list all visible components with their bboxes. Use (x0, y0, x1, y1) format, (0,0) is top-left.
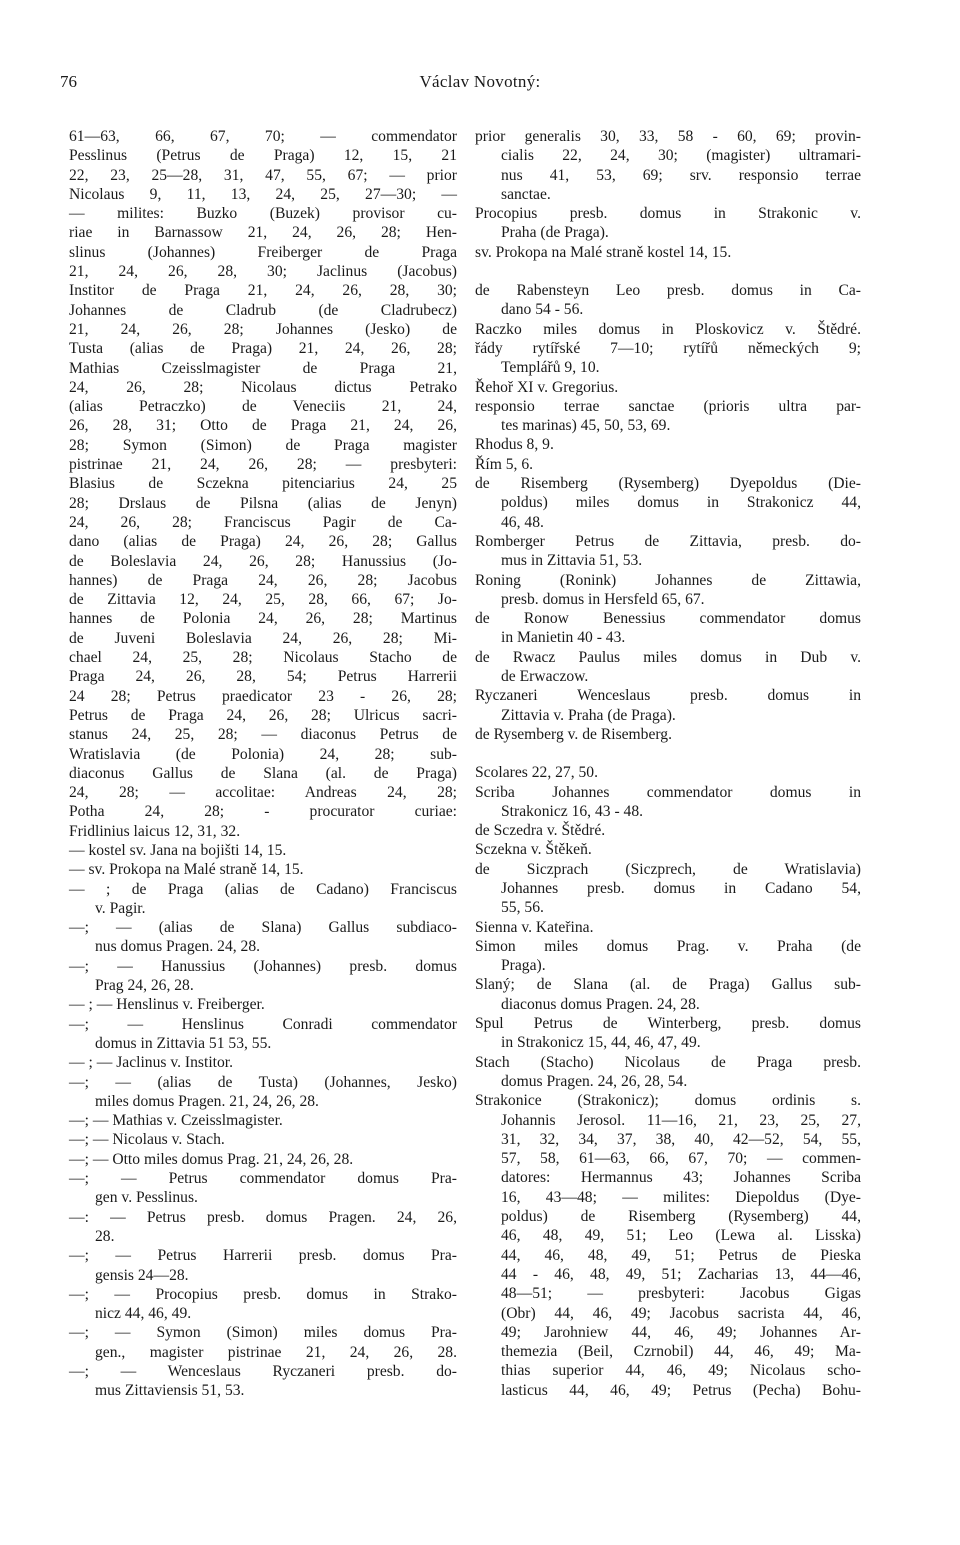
index-line: de Ronow Benessius commendator domus (475, 610, 861, 628)
index-line: Johannis Jerosol. 11—16, 21, 23, 25, 27, (501, 1111, 861, 1129)
index-line: dano (alias de Praga) 24, 26, 28; Gallus (69, 533, 457, 551)
index-line: stanus 24, 25, 28; — diaconus Petrus de (69, 726, 457, 744)
index-line: Nicolaus 9, 11, 13, 24, 25, 27—30; — (69, 185, 457, 203)
index-line: lasticus 44, 46, 49; Petrus (Pecha) Bohu- (501, 1381, 861, 1399)
index-line: hannes de Polonia 24, 26, 28; Martinus (69, 610, 457, 628)
index-line: Scolares 22, 27, 50. (475, 764, 598, 782)
index-line: prior generalis 30, 33, 58 - 60, 69; provin- (475, 128, 861, 145)
index-line: Johannes presb. domus in Cadano 54, (501, 879, 861, 897)
index-line: nicz 44, 46, 49. (95, 1305, 192, 1323)
index-line: poldus) de Risemberg (Rysemberg) 44, (501, 1208, 861, 1226)
index-line: —; — Nicolaus v. Stach. (69, 1131, 225, 1149)
index-line: de Rwacz Paulus miles domus in Dub v. (475, 648, 861, 666)
index-line: 46, 48, 49, 51; Leo (Lewa al. Lisska) (501, 1227, 861, 1245)
index-line: 61—63, 66, 67, 70; — commendator (69, 128, 457, 145)
index-line: Scriba Johannes commendator domus in (475, 783, 861, 801)
page-number: 76 (60, 72, 77, 91)
index-line: de Boleslavia 24, 26, 28; Hanussius (Jo- (69, 552, 457, 570)
index-line: responsio terrae sanctae (prioris ultra par- (475, 397, 861, 415)
index-line: — ; de Praga (alias de Cadano) Franciscus (69, 880, 457, 898)
index-line: 49; Jarohniew 44, 46, 49; Johannes Ar- (501, 1323, 861, 1341)
index-line: —; — (alias de Tusta) (Johannes, Jesko) (69, 1073, 457, 1091)
index-line: 22, 23, 25—28, 31, 47, 55, 67; — prior (69, 166, 457, 184)
index-line: sv. Prokopa na Malé straně kostel 14, 15. (475, 243, 732, 261)
index-line: 28. (95, 1227, 115, 1245)
index-line: 24, 26, 28; Franciscus Pagir de Ca- (69, 513, 457, 531)
index-line: poldus) miles domus in Strakonicz 44, (501, 494, 861, 512)
index-line: slinus (Johannes) Freiberger de Praga (69, 243, 457, 261)
index-line: sanctae. (501, 185, 551, 203)
index-line: themezia (Beil, Czrnobil) 44, 46, 49; Ma- (501, 1343, 861, 1361)
index-line: Petrus de Praga 24, 26, 28; Ulricus sacri- (69, 706, 457, 724)
index-line: Tusta (alias de Praga) 21, 24, 26, 28; (69, 340, 457, 358)
index-line: mus Zittaviensis 51, 53. (95, 1382, 245, 1400)
index-line: Sczekna v. Štěkeň. (475, 841, 592, 859)
index-line: 28; Symon (Simon) de Praga magister (69, 436, 457, 454)
index-line: —: — Petrus presb. domus Pragen. 24, 26, (69, 1208, 457, 1226)
index-line: domus Pragen. 24, 26, 28, 54. (501, 1072, 688, 1090)
index-line: gen v. Pesslinus. (95, 1189, 198, 1207)
index-line: —; — Otto miles domus Prag. 21, 24, 26, 28. (69, 1150, 354, 1168)
index-line: cialis 22, 24, 30; (magister) ultramari- (501, 147, 861, 165)
index-line: Praha (de Praga). (501, 224, 609, 242)
index-line: — kostel sv. Jana na bojišti 14, 15. (69, 841, 287, 859)
index-line: Stach (Stacho) Nicolaus de Praga presb. (475, 1053, 861, 1071)
index-line: Zittavia v. Praha (de Praga). (501, 706, 676, 724)
index-line: Slaný; de Slana (al. de Praga) Gallus sub- (475, 976, 861, 994)
index-line: Prag 24, 26, 28. (95, 977, 194, 995)
index-line: Roning (Ronink) Johannes de Zittawia, (475, 571, 861, 589)
index-line: Strakonice (Strakonicz); domus ordinis s. (475, 1092, 861, 1110)
index-line: Rhodus 8, 9. (475, 436, 554, 454)
index-line: de Zittavia 12, 24, 25, 28, 66, 67; Jo- (69, 591, 457, 609)
index-line: — sv. Prokopa na Malé straně 14, 15. (69, 861, 304, 879)
index-line: —; — Wenceslaus Ryczaneri presb. do- (69, 1363, 457, 1380)
index-line: de Siczprach (Siczprech, de Wratislavia) (475, 860, 861, 878)
index-line: Strakonicz 16, 43 - 48. (501, 802, 644, 820)
index-line: domus in Zittavia 51 53, 55. (95, 1034, 272, 1052)
index-line: mus in Zittavia 51, 53. (501, 552, 643, 570)
index-line: — ; — Jaclinus v. Institor. (69, 1054, 234, 1072)
index-line: 44, 46, 48, 49, 51; Petrus de Pieska (501, 1246, 861, 1264)
index-line: Mathias Czeisslmagister de Praga 21, (69, 359, 457, 377)
index-line: 44 - 46, 48, 49, 51; Zacharias 13, 44—46, (501, 1265, 861, 1283)
index-line: 21, 24, 26, 28; Johannes (Jesko) de (69, 320, 457, 338)
index-line: 46, 48. (501, 513, 544, 531)
index-line: —; — Henslinus Conradi commendator (69, 1015, 457, 1033)
index-line: Templářů 9, 10. (501, 359, 600, 377)
index-line: dano 54 - 56. (501, 301, 584, 319)
index-line: Wratislavia (de Polonia) 24, 28; sub- (69, 745, 457, 763)
index-line: hannes) de Praga 24, 26, 28; Jacobus (69, 571, 457, 589)
index-line: Praga). (501, 957, 546, 975)
index-line: Pesslinus (Petrus de Praga) 12, 15, 21 (69, 147, 457, 165)
index-line: Romberger Petrus de Zittavia, presb. do- (475, 532, 861, 550)
index-line: —; — Symon (Simon) miles domus Pra- (69, 1324, 457, 1342)
index-line: Raczko miles domus in Ploskovicz v. Štědré. (475, 320, 861, 338)
index-line: 16, 43—48; — milites: Diepoldus (Dye- (501, 1188, 861, 1206)
index-line: Ryczaneri Wenceslaus presb. domus in (475, 687, 861, 705)
index-line: de Risemberg (Rysemberg) Dyepoldus (Die- (475, 475, 861, 493)
index-line: 24 28; Petrus praedicator 23 - 26, 28; (69, 687, 457, 705)
index-line: chael 24, 25, 28; Nicolaus Stacho de (69, 649, 457, 667)
index-line: — milites: Buzko (Buzek) provisor cu- (69, 205, 457, 223)
index-line: de Rabensteyn Leo presb. domus in Ca- (475, 282, 861, 300)
index-line: —; — Procopius presb. domus in Strako- (69, 1285, 457, 1303)
index-line: Praga 24, 26, 28, 54; Petrus Harrerii (69, 668, 457, 686)
index-line: —; — Petrus Harrerii presb. domus Pra- (69, 1247, 457, 1265)
index-line: presb. domus in Hersfeld 65, 67. (501, 590, 705, 608)
index-line: —; — Petrus commendator domus Pra- (69, 1170, 457, 1188)
index-line: Johannes de Cladrub (de Cladrubecz) (69, 301, 457, 319)
index-line: 57, 58, 61—63, 66, 67, 70; — commen- (501, 1150, 861, 1168)
index-line: (alias Petraczko) de Veneciis 21, 24, (69, 398, 457, 416)
index-line: 31, 32, 34, 37, 38, 40, 42—52, 54, 55, (501, 1130, 861, 1148)
index-line: 55, 56. (501, 899, 544, 917)
index-line: tes marinas) 45, 50, 53, 69. (501, 417, 671, 435)
index-line: nus domus Pragen. 24, 28. (95, 938, 261, 956)
index-line: Řehoř XI v. Gregorius. (475, 378, 619, 396)
index-line: de Sczedra v. Štědré. (475, 822, 606, 840)
index-column-left (69, 127, 457, 1401)
index-line: in Manietin 40 - 43. (501, 629, 626, 647)
index-line: Institor de Praga 21, 24, 26, 28, 30; (69, 282, 457, 300)
index-line: de Juveni Boleslavia 24, 26, 28; Mi- (69, 629, 457, 647)
index-line: riae in Barnassow 21, 24, 26, 28; Hen- (69, 224, 457, 242)
index-line: de Erwaczow. (501, 668, 589, 686)
index-line: —; — Mathias v. Czeisslmagister. (69, 1112, 283, 1130)
index-line: Potha 24, 28; - procurator curiae: (69, 803, 457, 821)
index-line: Procopius presb. domus in Strakonic v. (475, 205, 861, 223)
index-line: v. Pagir. (95, 899, 146, 917)
index-line: diaconus Gallus de Slana (al. de Praga) (69, 764, 457, 782)
index-line: Blasius de Sczekna pitenciarius 24, 25 (69, 475, 457, 493)
index-line: Řím 5, 6. (475, 455, 534, 473)
index-line: thias superior 44, 46, 49; Nicolaus scho- (501, 1362, 861, 1380)
index-line: — ; — Henslinus v. Freiberger. (69, 996, 265, 1014)
index-line: diaconus domus Pragen. 24, 28. (501, 995, 700, 1013)
index-line: Sienna v. Kateřina. (475, 918, 594, 936)
index-line: in Strakonicz 15, 44, 46, 47, 49. (501, 1034, 701, 1052)
index-line: Simon miles domus Prag. v. Praha (de (475, 937, 861, 955)
index-line: 24, 26, 28; Nicolaus dictus Petrako (69, 378, 457, 396)
index-line: 26, 28, 31; Otto de Praga 21, 24, 26, (69, 417, 457, 435)
index-line: nus 41, 53, 69; srv. responsio terrae (501, 166, 861, 184)
index-line: gen., magister pistrinae 21, 24, 26, 28. (95, 1343, 457, 1361)
index-line: 24, 28; — accolitae: Andreas 24, 28; (69, 784, 457, 802)
index-line: 21, 24, 26, 28, 30; Jaclinus (Jacobus) (69, 263, 457, 281)
index-line: řády rytířské 7—10; rytířů německých 9; (475, 339, 861, 357)
index-line: miles domus Pragen. 21, 24, 26, 28. (95, 1092, 319, 1110)
index-line: pistrinae 21, 24, 26, 28; — presbyteri: (69, 456, 457, 474)
index-line: gensis 24—28. (95, 1266, 189, 1284)
index-line: —; — Hanussius (Johannes) presb. domus (69, 957, 457, 975)
index-line: Spul Petrus de Winterberg, presb. domus (475, 1015, 861, 1033)
index-line: 48—51; — presbyteri: Jacobus Gigas (501, 1285, 861, 1303)
index-line: datores: Hermannus 43; Johannes Scriba (501, 1169, 861, 1187)
index-line: —; — (alias de Slana) Gallus subdiaco- (69, 919, 457, 937)
index-column-right (475, 127, 861, 1400)
index-line: (Obr) 44, 46, 49; Jacobus sacrista 44, 46, (501, 1304, 861, 1322)
index-line: Fridlinius laicus 12, 31, 32. (69, 822, 241, 840)
running-head: Václav Novotný: (419, 72, 541, 91)
index-line: 28; Drslaus de Pilsna (alias de Jenyn) (69, 494, 457, 512)
index-line: de Rysemberg v. de Risemberg. (475, 725, 673, 743)
